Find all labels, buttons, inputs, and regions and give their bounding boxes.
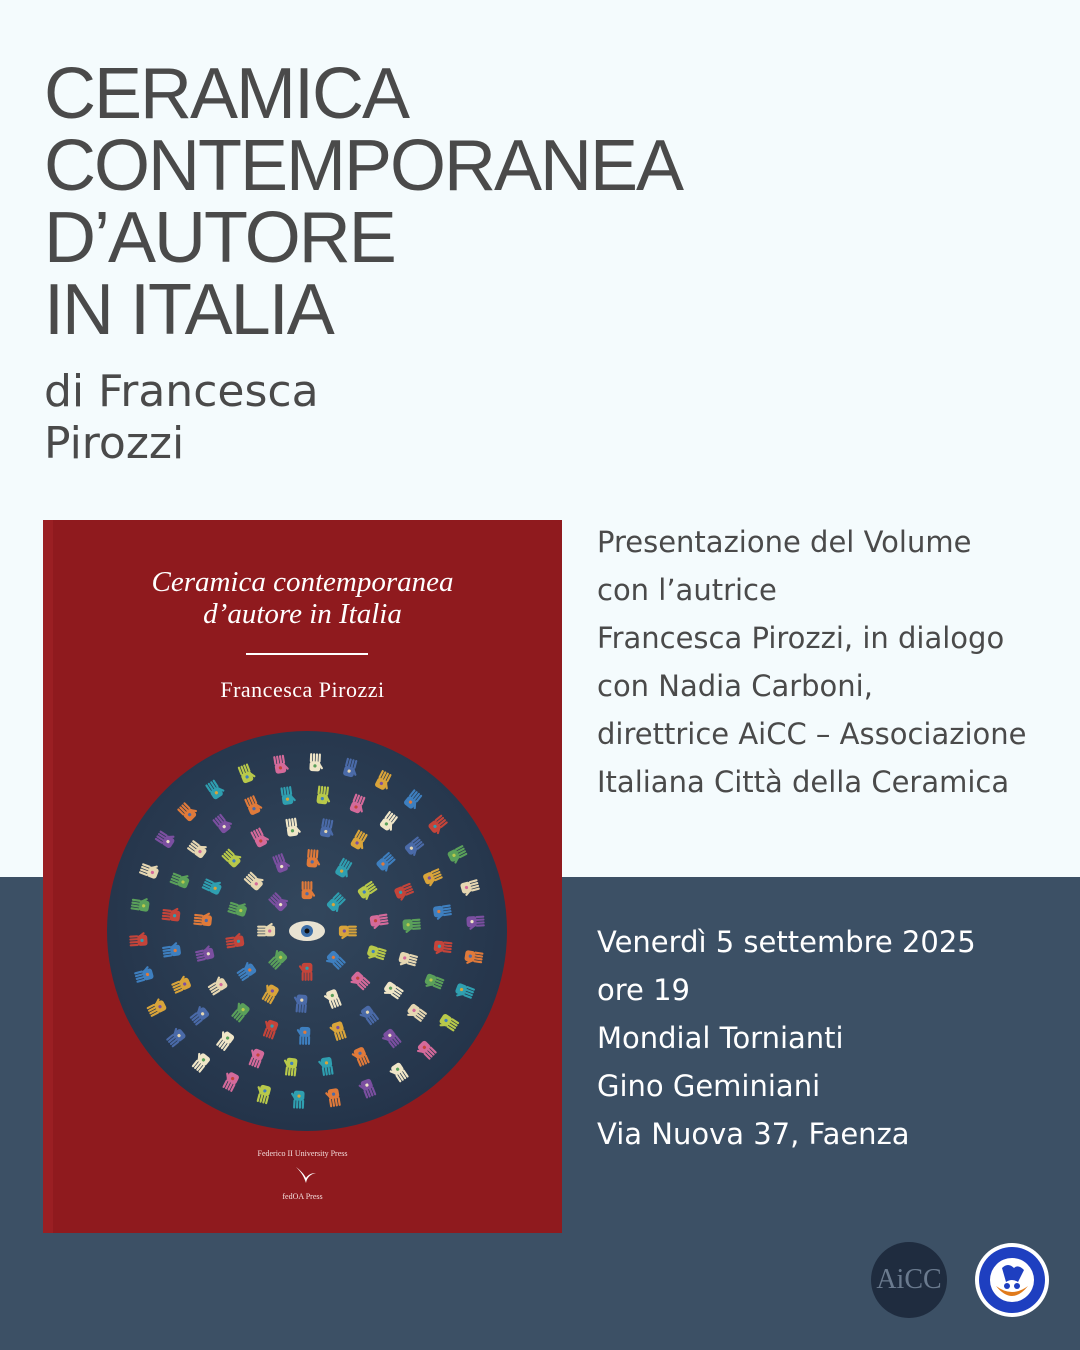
publisher-name: Federico II University Press [257, 1149, 348, 1158]
description-line: direttrice AiCC – Associazione [597, 717, 1027, 751]
publisher-secondary: fedOA Press [282, 1192, 323, 1201]
author-line [44, 366, 319, 470]
event-time: ore 19 [597, 973, 690, 1007]
title-line: D’AUTORE [44, 198, 395, 278]
event-venue-name: Gino Geminiani [597, 1069, 821, 1103]
presentation-description [597, 518, 1026, 806]
title-line: IN ITALIA [44, 270, 333, 350]
event-date: Venerdì 5 settembre 2025 [597, 925, 976, 959]
cover-title-line: d’autore in Italia [203, 598, 402, 630]
cover-title [43, 566, 562, 630]
page-title [44, 54, 683, 350]
author-line-1: di Francesca [44, 366, 319, 417]
description-line: Italiana Città della Ceramica [597, 765, 1010, 799]
tornianti-logo-icon [974, 1242, 1050, 1318]
title-line: CONTEMPORANEA [44, 126, 683, 206]
ceramic-hands-disc-image [106, 730, 508, 1132]
title-line: CERAMICA [44, 54, 409, 134]
description-line: Presentazione del Volume [597, 525, 972, 559]
press-bird-icon [294, 1163, 318, 1185]
cover-divider [246, 653, 368, 655]
description-line: con Nadia Carboni, [597, 669, 873, 703]
aicc-logo: AiCC [871, 1242, 947, 1318]
description-line: Francesca Pirozzi, in dialogo [597, 621, 1005, 655]
cover-title-line: Ceramica contemporanea [151, 566, 454, 598]
event-address: Via Nuova 37, Faenza [597, 1117, 910, 1151]
event-details [597, 918, 976, 1158]
author-line-2: Pirozzi [44, 418, 185, 469]
cover-author: Francesca Pirozzi [220, 677, 385, 702]
event-venue: Mondial Tornianti [597, 1021, 844, 1055]
description-line: con l’autrice [597, 573, 777, 607]
